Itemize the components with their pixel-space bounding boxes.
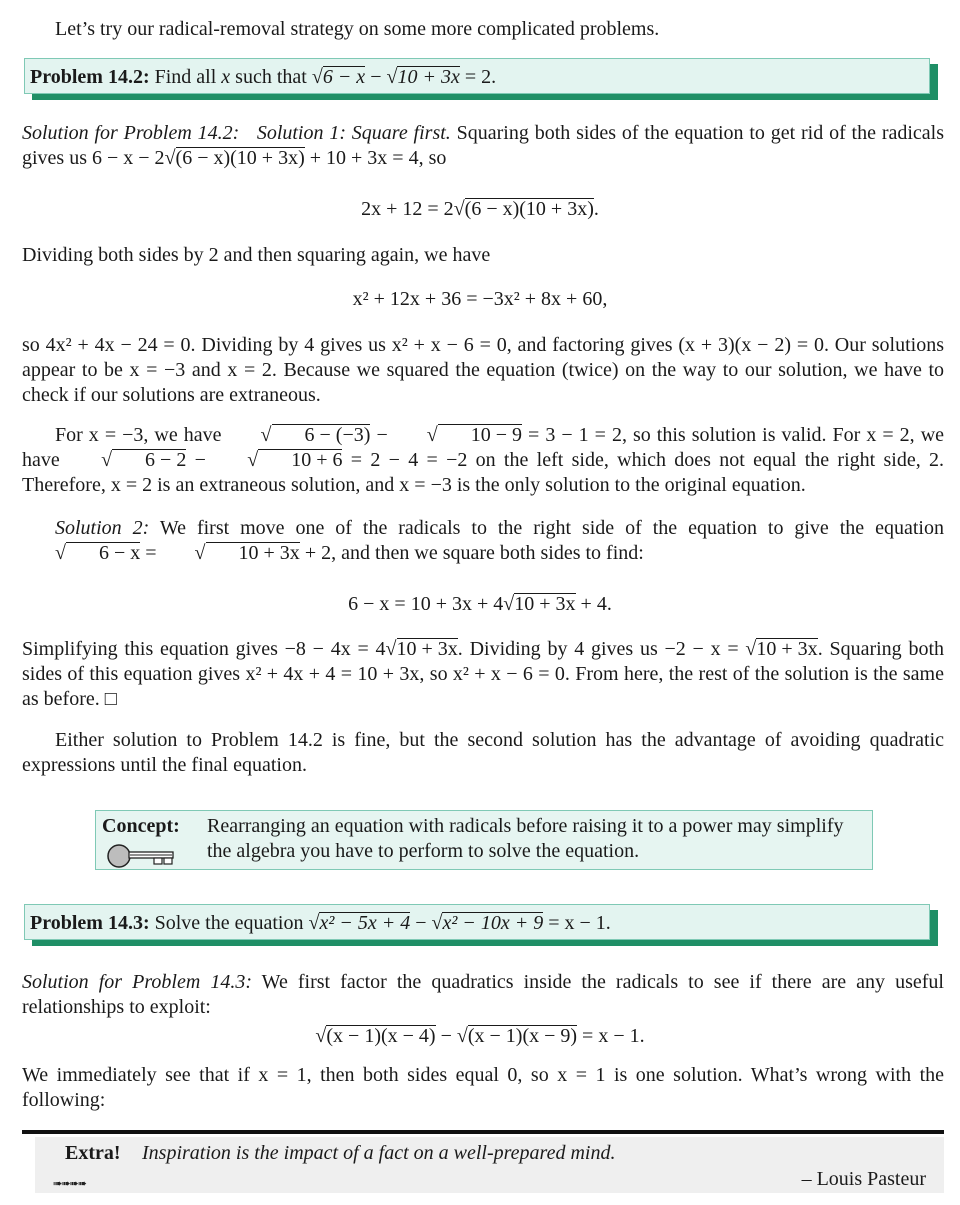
equation-1: 2x + 12 = 2√(6 − x)(10 + 3x). xyxy=(361,198,599,220)
problem-label: Problem 14.2: xyxy=(30,66,150,88)
solution-heading: Solution for Problem 14.3: xyxy=(22,971,252,993)
solution-14-2-paragraph-7: Either solution to Problem 14.2 is fine, but the second solution has the advantage of avoiding quadratic expressions until the final equation. xyxy=(22,729,944,776)
solution-14-2-paragraph-4: For x = −3, we have √ 6 − (−3) − √ 10 − 9 = 3 − 1 = 2, so this solution is valid. For x = 2, we have √ 6 − 2 − √ 10 + 6 = 2 − 4 = −2 on the left side, which does not equal the right side, 2. Therefore, x = 2 is an extraneous solution, and x = −3 is the only solution to the original equation. xyxy=(22,424,945,496)
solution-14-2-paragraph-5: Solution 2: We first move one of the radicals to the right side of the equation to give the equation √ 6 − x = √ 10 + 3x + 2, and then we square both sides to find: xyxy=(55,517,944,564)
problem-14-3-statement: Problem 14.3: Solve the equation √x² − 5x + 4 − √x² − 10x + 9 = x − 1. xyxy=(30,912,611,934)
equation-4: √(x − 1)(x − 4) − √(x − 1)(x − 9) = x − 1. xyxy=(315,1025,645,1047)
solution-14-2-paragraph-3: so 4x² + 4x − 24 = 0. Dividing by 4 gives us x² + x − 6 = 0, and factoring gives (x + 3)(x − 2) = 0. Our solutions appear to be x = −3 and x = 2. Because we squared the equation (twice) on the way to our solution, we have to check if our solutions are extraneous. xyxy=(22,334,944,406)
solution-1-label: Solution 1: Square first. xyxy=(256,122,451,144)
solution-14-3-paragraph-2: We immediately see that if x = 1, then both sides equal 0, so x = 1 is one solution. What’s wrong with the following: xyxy=(22,1064,944,1111)
equation-2: x² + 12x + 36 = −3x² + 8x + 60, xyxy=(352,288,608,310)
extra-box xyxy=(35,1137,944,1193)
solution-2-label: Solution 2: xyxy=(55,517,150,539)
arrows-icon: ➠➠➠➠ xyxy=(53,1178,86,1190)
key-icon xyxy=(106,843,176,876)
problem-14-2-box xyxy=(24,58,930,94)
problem-label: Problem 14.3: xyxy=(30,912,150,934)
radical: √10 + 3x xyxy=(386,66,460,88)
solution-heading: Solution for Problem 14.2: xyxy=(22,122,240,144)
intro-text: Let’s try our radical-removal strategy on some more complicated problems. xyxy=(55,18,660,40)
extra-quote: Inspiration is the impact of a fact on a well-prepared mind. xyxy=(142,1142,616,1164)
solution-14-3-paragraph-1: Solution for Problem 14.3: We first factor the quadratics inside the radicals to see if there are any useful relationships to exploit: xyxy=(22,971,944,1018)
divider-rule xyxy=(22,1130,944,1134)
extra-author: – Louis Pasteur xyxy=(801,1168,926,1190)
radical: √6 − x xyxy=(311,66,366,88)
problem-14-3-box xyxy=(24,904,930,940)
solution-14-2-paragraph-2: Dividing both sides by 2 and then squaring again, we have xyxy=(22,244,491,266)
solution-14-2-paragraph-6: Simplifying this equation gives −8 − 4x = 4√10 + 3x. Dividing by 4 gives us −2 − x = √10 + 3x. Squaring both sides of this equation gives x² + 4x + 4 = 10 + 3x, so x² + x − 6 = 0. From here, the rest of the solution is the same as before. □ xyxy=(22,638,944,710)
problem-14-2-statement: Problem 14.2: Find all x such that √6 − x − √10 + 3x = 2. xyxy=(30,59,496,95)
solution-14-2-paragraph-1: Solution for Problem 14.2: Solution 1: Square first. Squaring both sides of the equation to get rid of the radicals gives us 6 − x − 2√(6 − x)(10 + 3x) + 10 + 3x = 4, so xyxy=(22,122,945,169)
concept-label: Concept: xyxy=(102,815,180,837)
radical: √(6 − x)(10 + 3x) xyxy=(164,147,305,169)
extra-label: Extra! xyxy=(65,1142,121,1164)
equation-3: 6 − x = 10 + 3x + 4√10 + 3x + 4. xyxy=(348,593,612,615)
concept-text: Rearranging an equation with radicals before raising it to a power may simplify the algebra you have to perform to solve the equation. xyxy=(207,815,844,862)
concept-box xyxy=(95,810,873,870)
